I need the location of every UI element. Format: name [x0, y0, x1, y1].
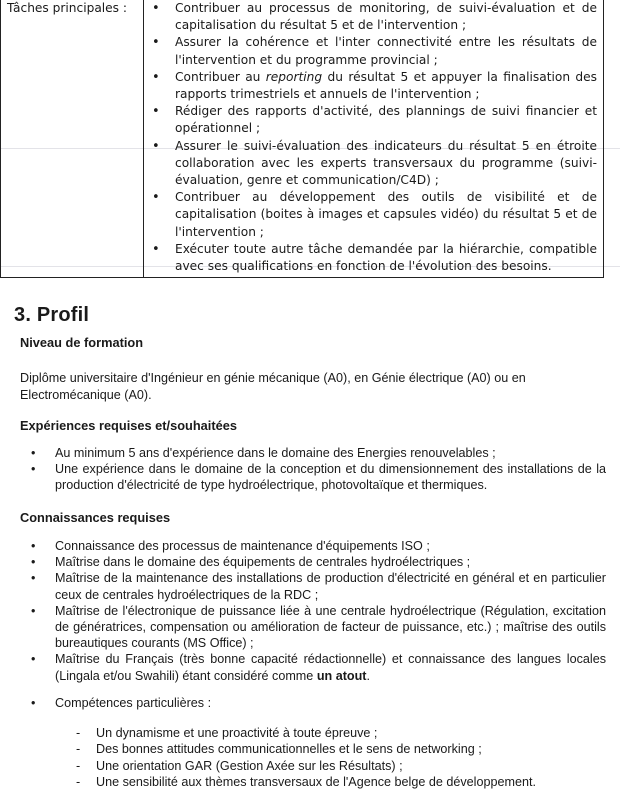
list-item: • Une expérience dans le domaine de la conception et du dimensionnement des installations de la production d'électricité de type hydroélectrique, photovoltaïque et thermiques.	[20, 461, 606, 493]
list-item: • Maîtrise dans le domaine des équipements de centrales hydroélectriques ;	[20, 554, 606, 570]
section-title: 3. Profil	[14, 304, 90, 326]
skills-heading: • Compétences particulières :	[20, 695, 606, 711]
list-item: - Des bonnes attitudes communicationnelles et le sens de networking ;	[74, 741, 604, 757]
list-item: • Contribuer au développement des outils de visibilité et de capitalisation (boites à images et capsules vidéo) du résultat 5 et de l'intervention ;	[152, 189, 597, 241]
list-item: - Un dynamisme et une proactivité à toute épreuve ;	[74, 725, 604, 741]
skills-list	[74, 725, 604, 791]
list-item: - Une sensibilité aux thèmes transversaux de l'Agence belge de développement.	[74, 774, 604, 790]
experience-heading: Expériences requises et/souhaitées	[20, 418, 237, 433]
list-item: • Maîtrise de l'électronique de puissance liée à une centrale hydroélectrique (Régulation, excitation de génératrices, compensation ou amélioration de facteur de puissance, etc.) ; maîtrise des outils bureautiques courants (MS Office) ;	[20, 603, 606, 652]
text-segment: Contribuer au	[175, 69, 266, 84]
tasks-label-cell	[1, 0, 144, 278]
list-item: • Maîtrise de la maintenance des installations de production d'électricité en général et en particulier ceux de centrales hydroélectriques de la RDC ;	[20, 570, 606, 602]
bold-text: un atout	[316, 668, 367, 683]
tasks-bullets-cell	[144, 0, 604, 278]
knowledge-list	[20, 538, 606, 684]
list-item	[20, 651, 606, 683]
education-heading: Niveau de formation	[20, 335, 144, 350]
list-item: • Connaissance des processus de maintenance d'équipements ISO ;	[20, 538, 606, 554]
list-item: • Rédiger des rapports d'activité, des plannings de suivi financier et opérationnel ;	[152, 103, 597, 137]
list-item: • Contribuer au processus de monitoring, de suivi-évaluation et de capitalisation du résultat 5 et de l'intervention ;	[152, 0, 597, 34]
skills-heading-list	[20, 695, 606, 711]
list-item: - Une orientation GAR (Gestion Axée sur les Résultats) ;	[74, 758, 604, 774]
text-segment: du résultat 5 et appuyer la finalisation des rapports trimestriels et annuels de l'intervention ;	[175, 69, 598, 102]
tasks-list	[152, 0, 597, 275]
text-segment: .	[366, 668, 370, 683]
list-item: • Exécuter toute autre tâche demandée par la hiérarchie, compatible avec ses qualifications en fonction de l'évolution des besoins.	[152, 241, 597, 275]
tasks-table	[0, 0, 604, 278]
list-item	[152, 69, 597, 103]
emphasis-text: reporting	[265, 69, 323, 84]
list-item: • Au minimum 5 ans d'expérience dans le domaine des Energies renouvelables ;	[20, 445, 606, 461]
education-text: Diplôme universitaire d'Ingénieur en génie mécanique (A0), en Génie électrique (A0) ou en Electromécanique (A0).	[20, 371, 526, 402]
knowledge-heading: Connaissances requises	[20, 510, 171, 525]
experience-list	[20, 445, 606, 494]
tasks-label: Tâches principales :	[7, 1, 127, 15]
table-row	[1, 0, 604, 278]
list-item: • Assurer le suivi-évaluation des indicateurs du résultat 5 en étroite collaboration avec les experts transversaux du programme (suivi-évaluation, genre et communication/C4D) ;	[152, 138, 597, 190]
list-item: • Assurer la cohérence et l'inter connectivité entre les résultats de l'intervention et du programme provincial ;	[152, 34, 597, 68]
text-segment: Maîtrise du Français (très bonne capacité rédactionnelle) et connaissance des langues locales (Lingala et/ou Swahili) étant considéré comme	[55, 652, 606, 683]
